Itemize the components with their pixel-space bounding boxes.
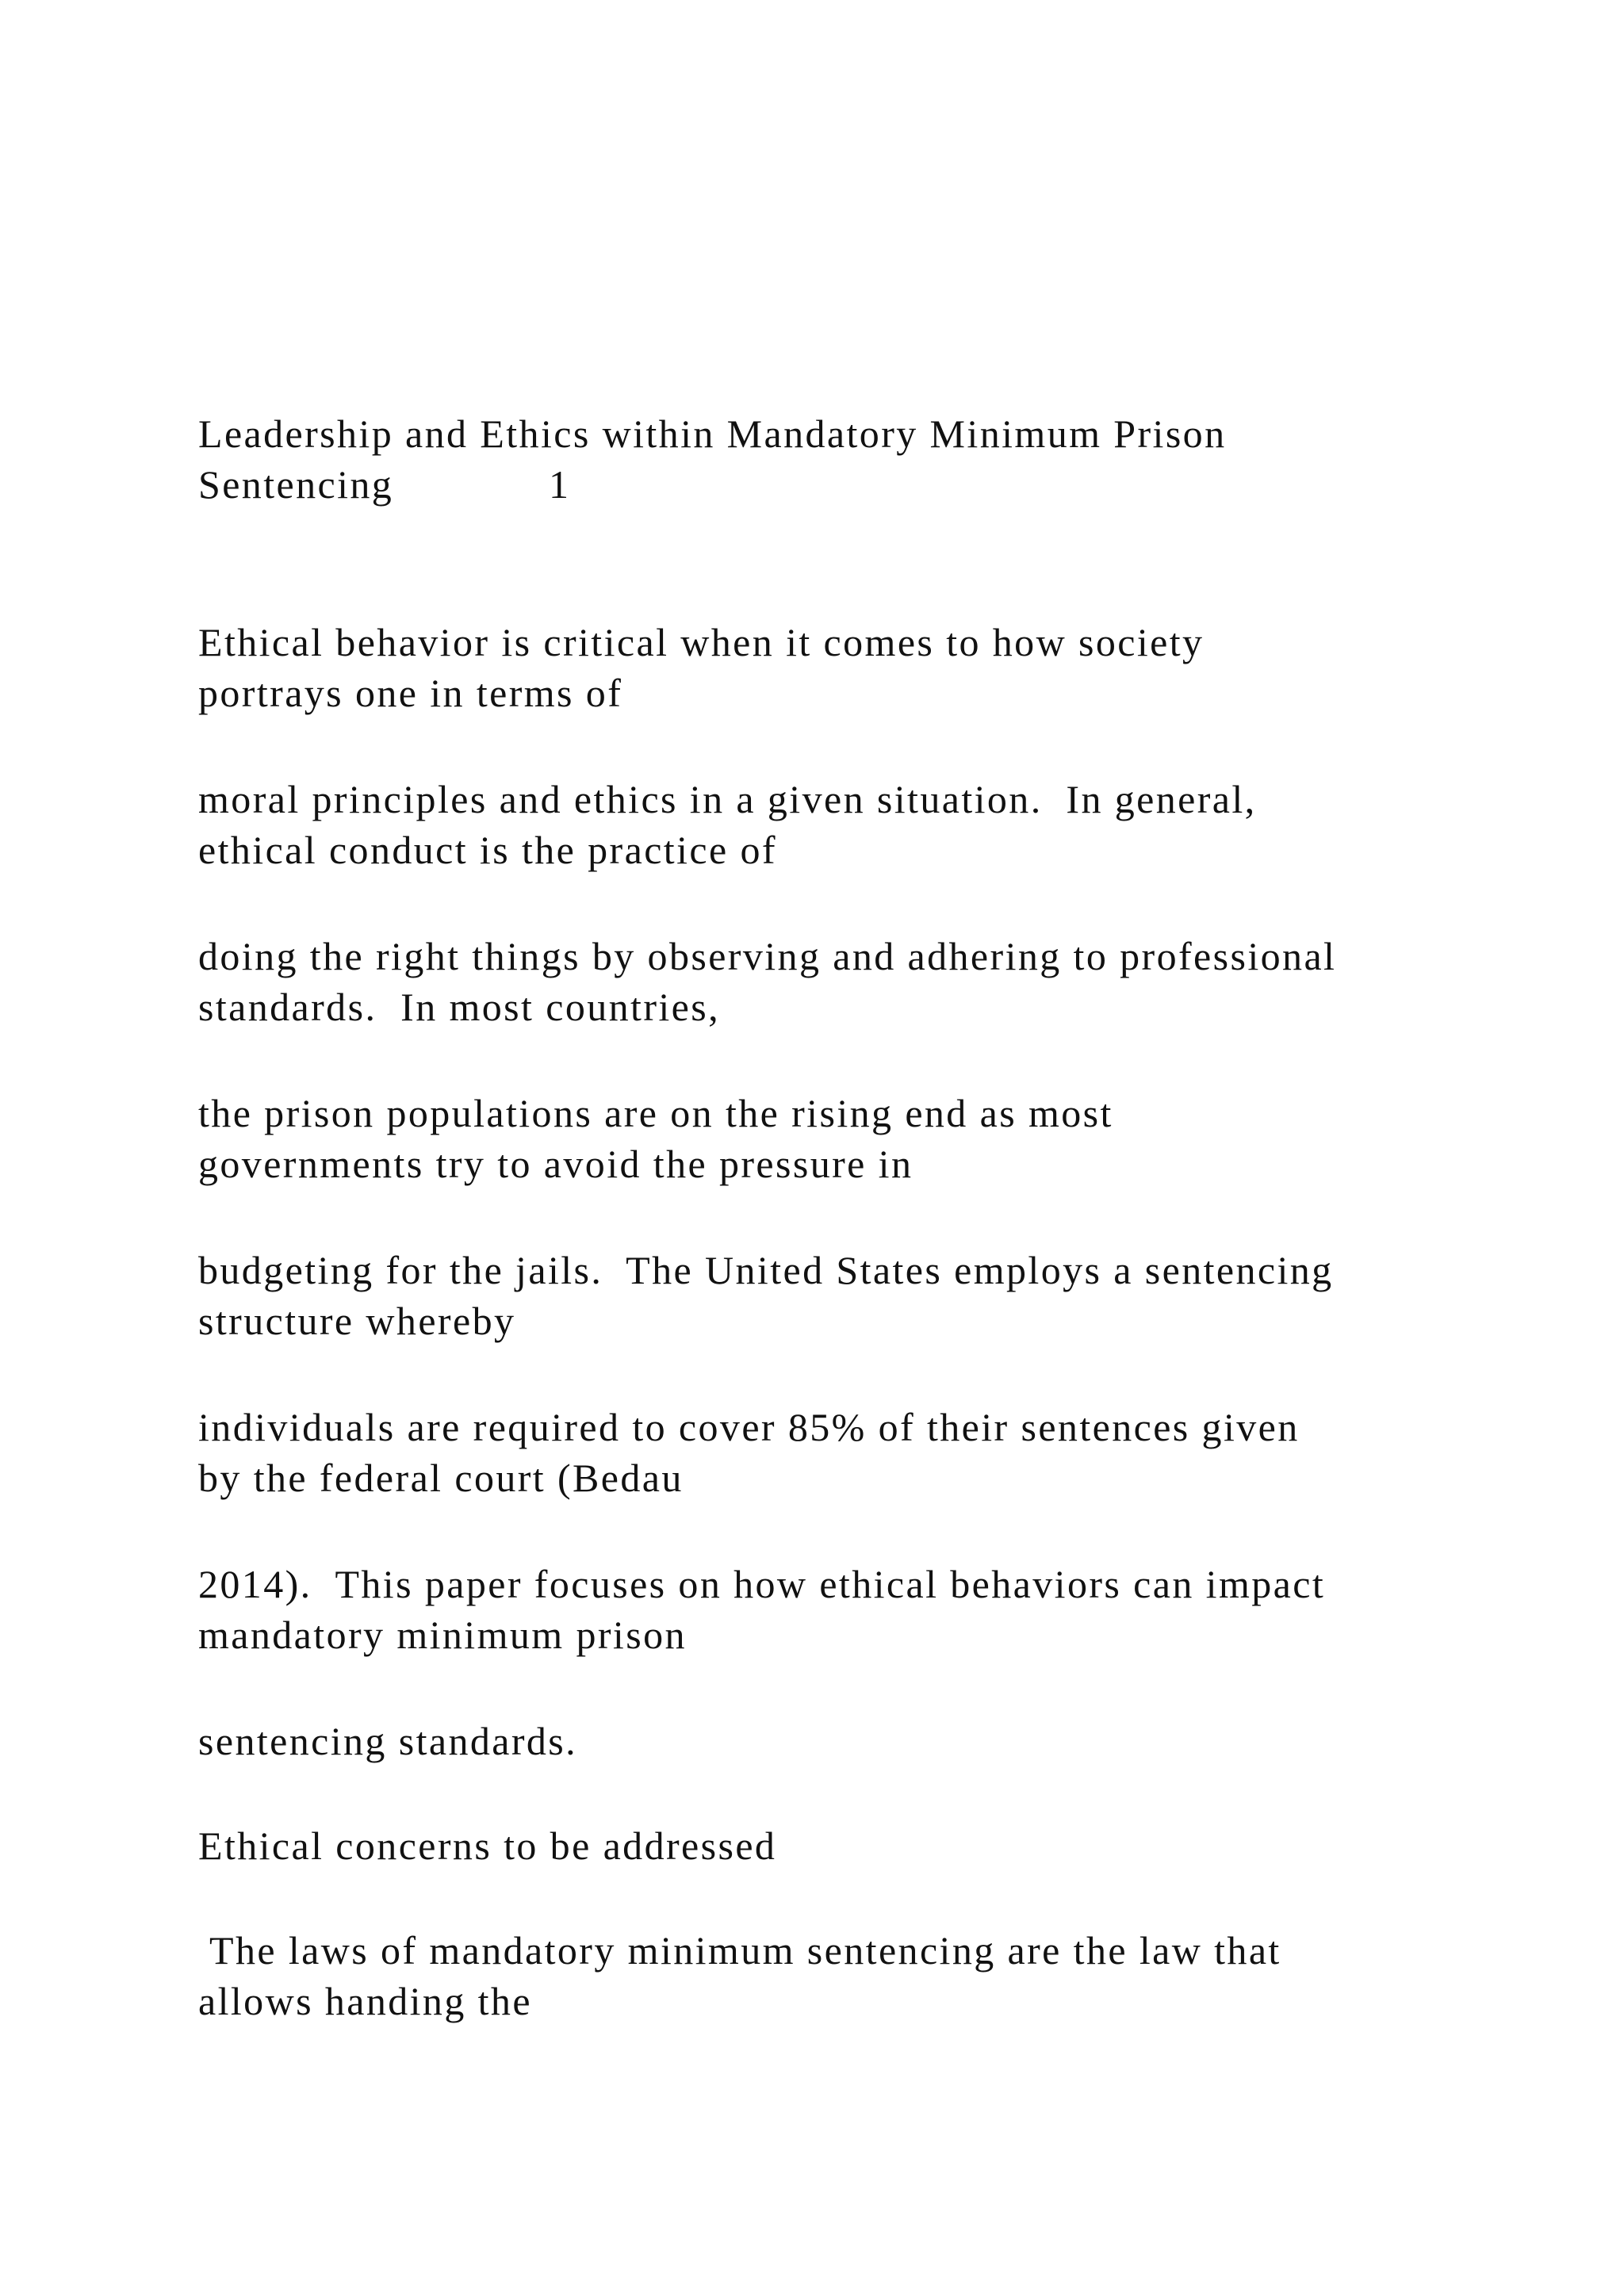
body-line: standards. In most countries, — [198, 985, 721, 1029]
body-line: by the federal court (Bedau — [198, 1456, 684, 1500]
body-line: sentencing standards. — [198, 1719, 578, 1763]
body-line: The laws of mandatory minimum sentencing are the law that — [198, 1928, 1281, 1973]
section-heading: Ethical concerns to be addressed — [198, 1823, 777, 1868]
body-line: allows handing the — [198, 1979, 532, 2023]
body-line: doing the right things by observing and adhering to professional — [198, 934, 1337, 978]
header-second-row — [198, 459, 833, 510]
body-line: 2014). This paper focuses on how ethical behaviors can impact — [198, 1562, 1326, 1606]
body-line: the prison populations are on the rising end as most — [198, 1091, 1113, 1135]
body-line: moral principles and ethics in a given situation. In general, — [198, 777, 1257, 821]
body-line: portrays one in terms of — [198, 671, 623, 715]
body-line: structure whereby — [198, 1299, 516, 1343]
page-number: 1 — [549, 462, 571, 507]
body-line: ethical conduct is the practice of — [198, 828, 777, 872]
body-line: Ethical behavior is critical when it comes to how society — [198, 620, 1205, 664]
body-line: individuals are required to cover 85% of their sentences given — [198, 1405, 1300, 1449]
body-line: governments try to avoid the pressure in — [198, 1142, 914, 1186]
body-line: budgeting for the jails. The United States employs a sentencing — [198, 1248, 1334, 1292]
header-title-line-1: Leadership and Ethics within Mandatory Minimum Prison — [198, 411, 1227, 456]
body-line: mandatory minimum prison — [198, 1613, 687, 1657]
header-title-line-2: Sentencing — [198, 462, 394, 507]
